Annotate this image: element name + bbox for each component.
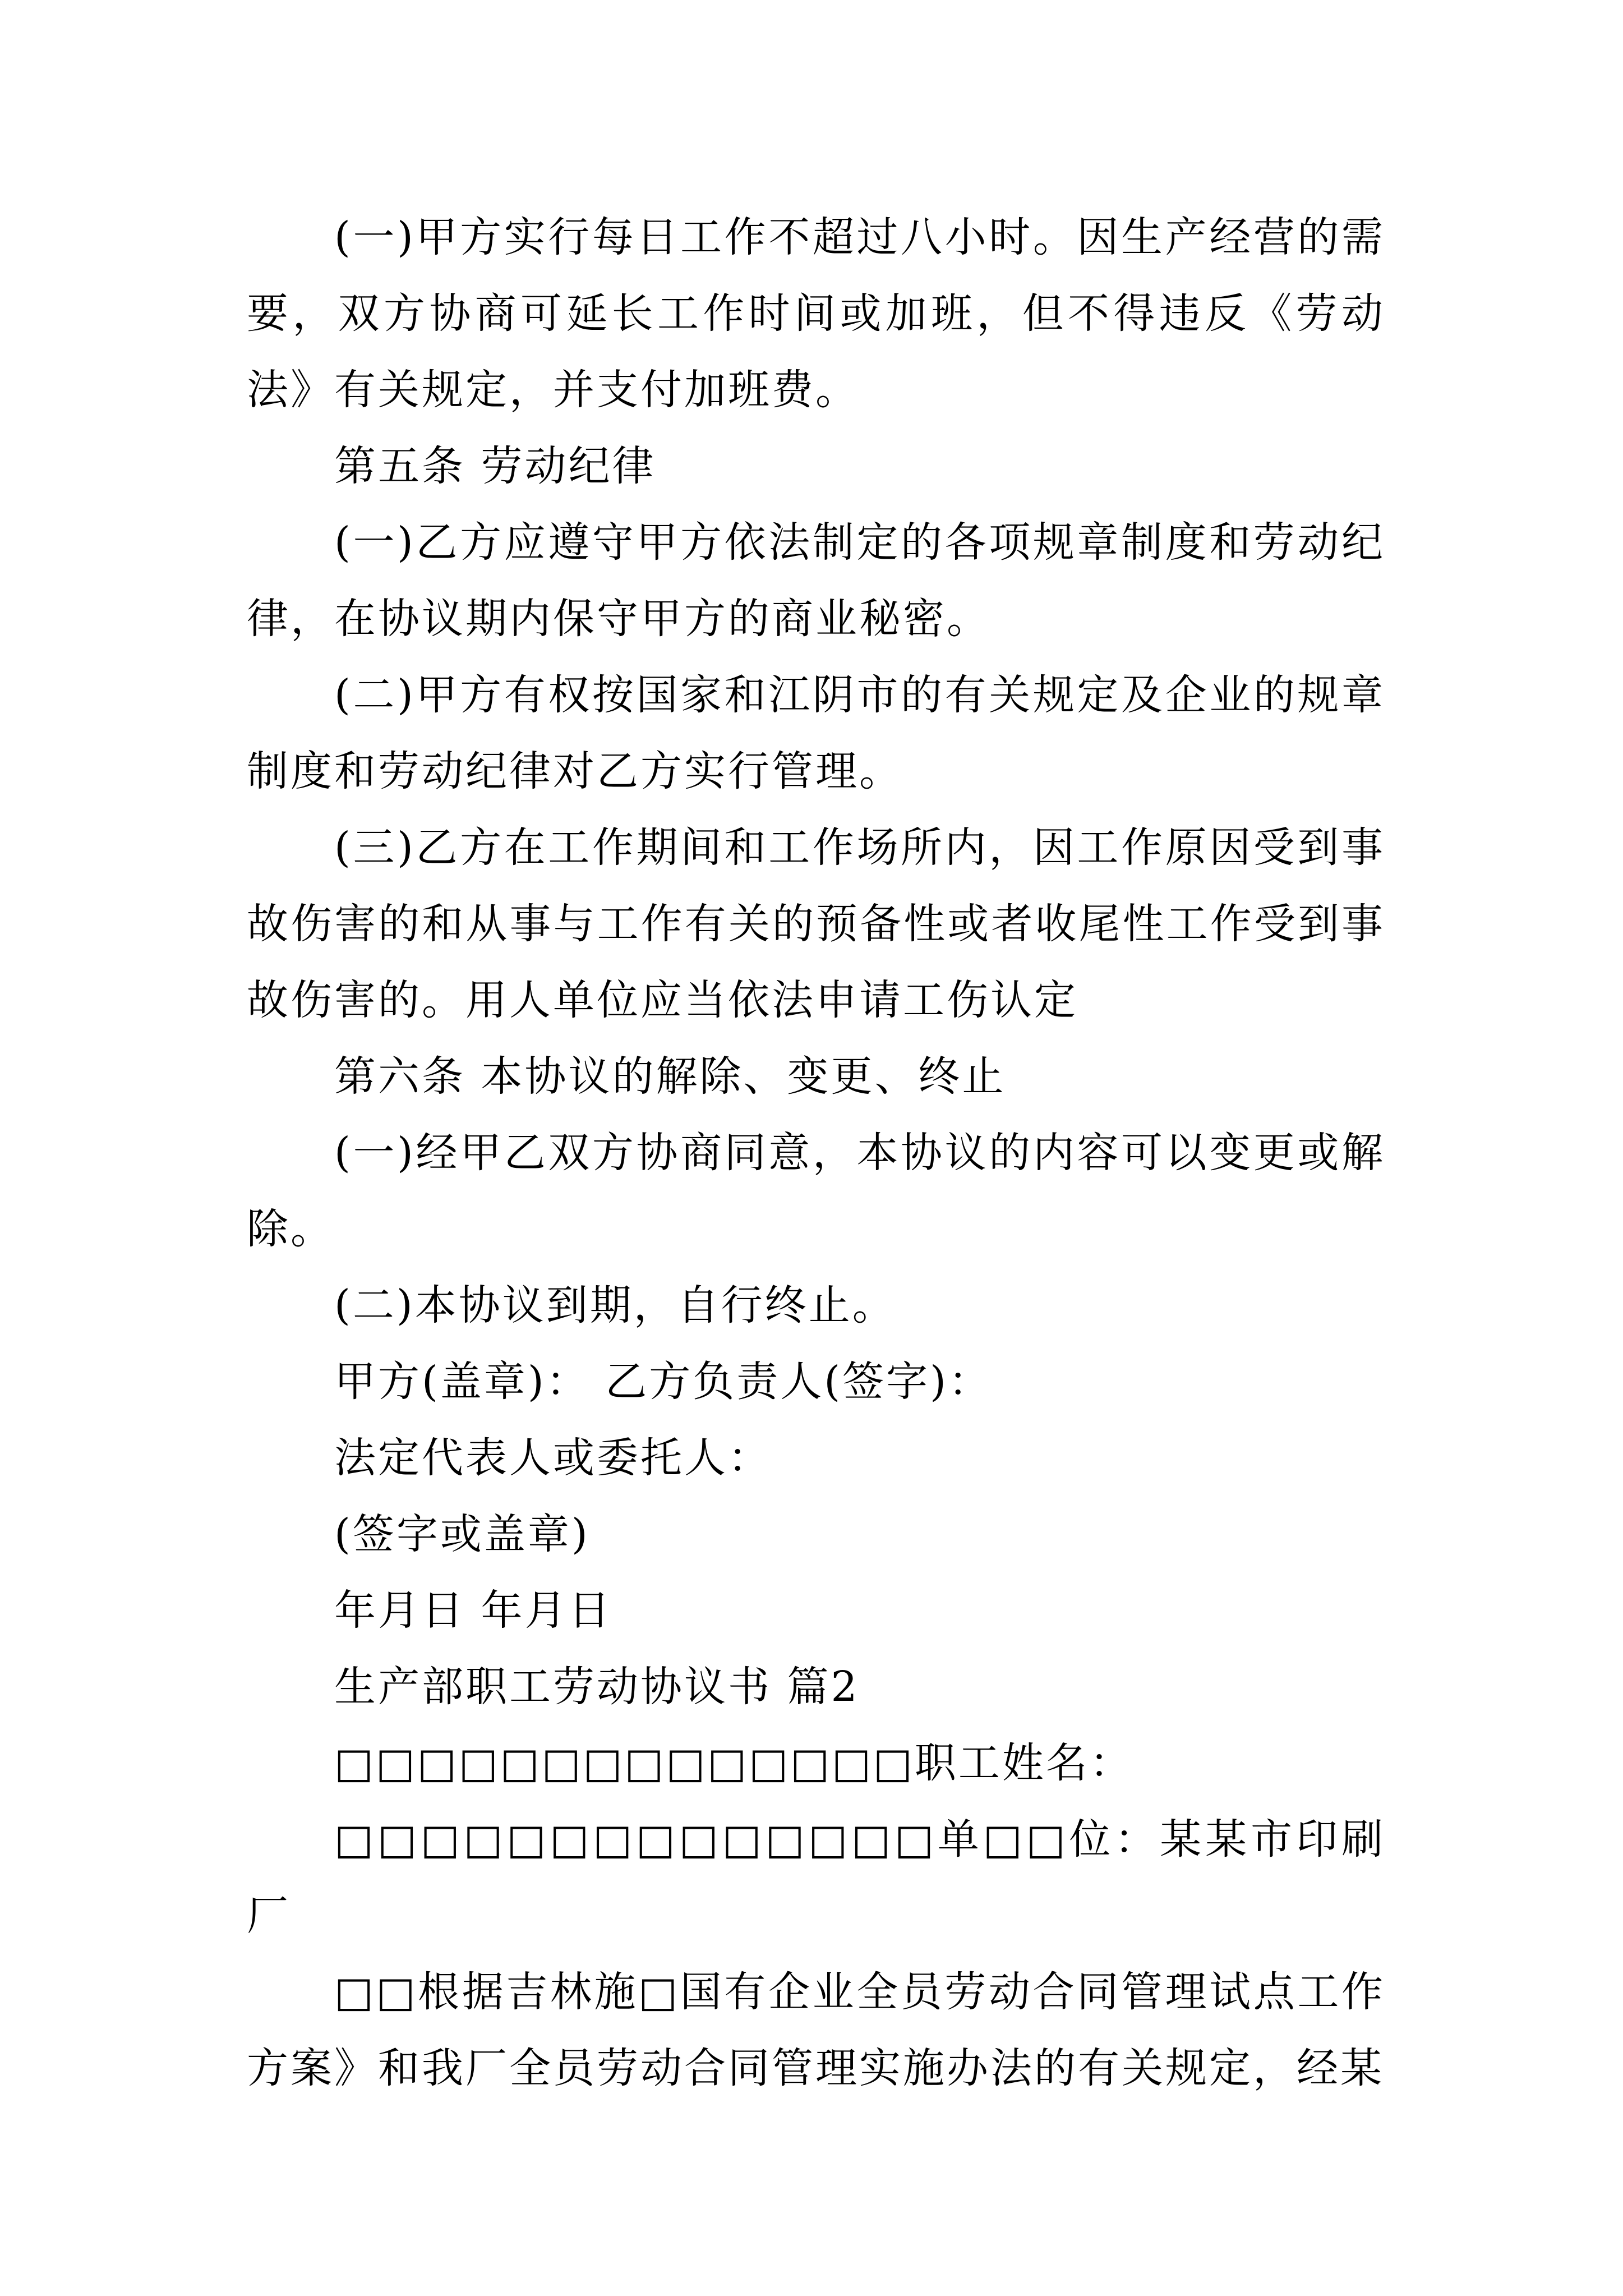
field-employer-unit: □□□□□□□□□□□□□□单□□位：某某市印刷厂 <box>247 1815 1385 1940</box>
paragraph-discipline-2: (二)甲方有权按国家和江阴市的有关规定及企业的规章制度和劳动纪律对乙方实行管理。 <box>247 671 1385 795</box>
field-employee-name: □□□□□□□□□□□□□□职工姓名： <box>334 1739 1133 1787</box>
document-body <box>247 199 1385 2106</box>
section-title-part-2: 生产部职工劳动协议书 篇2 <box>334 1663 860 1711</box>
paragraph-termination-2: (二)本协议到期，自行终止。 <box>334 1281 896 1329</box>
signature-line-parties: 甲方(盖章)： 乙方负责人(签字)： <box>334 1358 993 1406</box>
signature-line-representative: 法定代表人或委托人： <box>334 1434 772 1482</box>
signature-line-seal: (签字或盖章) <box>334 1510 590 1558</box>
heading-article-6: 第六条 本协议的解除、变更、终止 <box>334 1052 1006 1101</box>
paragraph-termination-1: (一)经甲乙双方协商同意，本协议的内容可以变更或解除。 <box>247 1129 1385 1253</box>
paragraph-preamble: □□根据吉林施□国有企业全员劳动合同管理试点工作方案》和我厂全员劳动合同管理实施办法的有关规定，经某 <box>247 1968 1385 2092</box>
paragraph-discipline-1: (一)乙方应遵守甲方依法制定的各项规章制度和劳动纪律，在协议期内保守甲方的商业秘密。 <box>247 518 1385 643</box>
paragraph-discipline-3: (三)乙方在工作期间和工作场所内，因工作原因受到事故伤害的和从事与工作有关的预备性或者收尾性工作受到事故伤害的。用人单位应当依法申请工伤认定 <box>247 823 1385 1024</box>
heading-article-5: 第五条 劳动纪律 <box>334 442 656 490</box>
paragraph-working-hours-1: (一)甲方实行每日工作不超过八小时。因生产经营的需要，双方协商可延长工作时间或加班，但不得违反《劳动法》有关规定，并支付加班费。 <box>247 213 1385 414</box>
signature-line-dates: 年月日 年月日 <box>334 1586 612 1635</box>
